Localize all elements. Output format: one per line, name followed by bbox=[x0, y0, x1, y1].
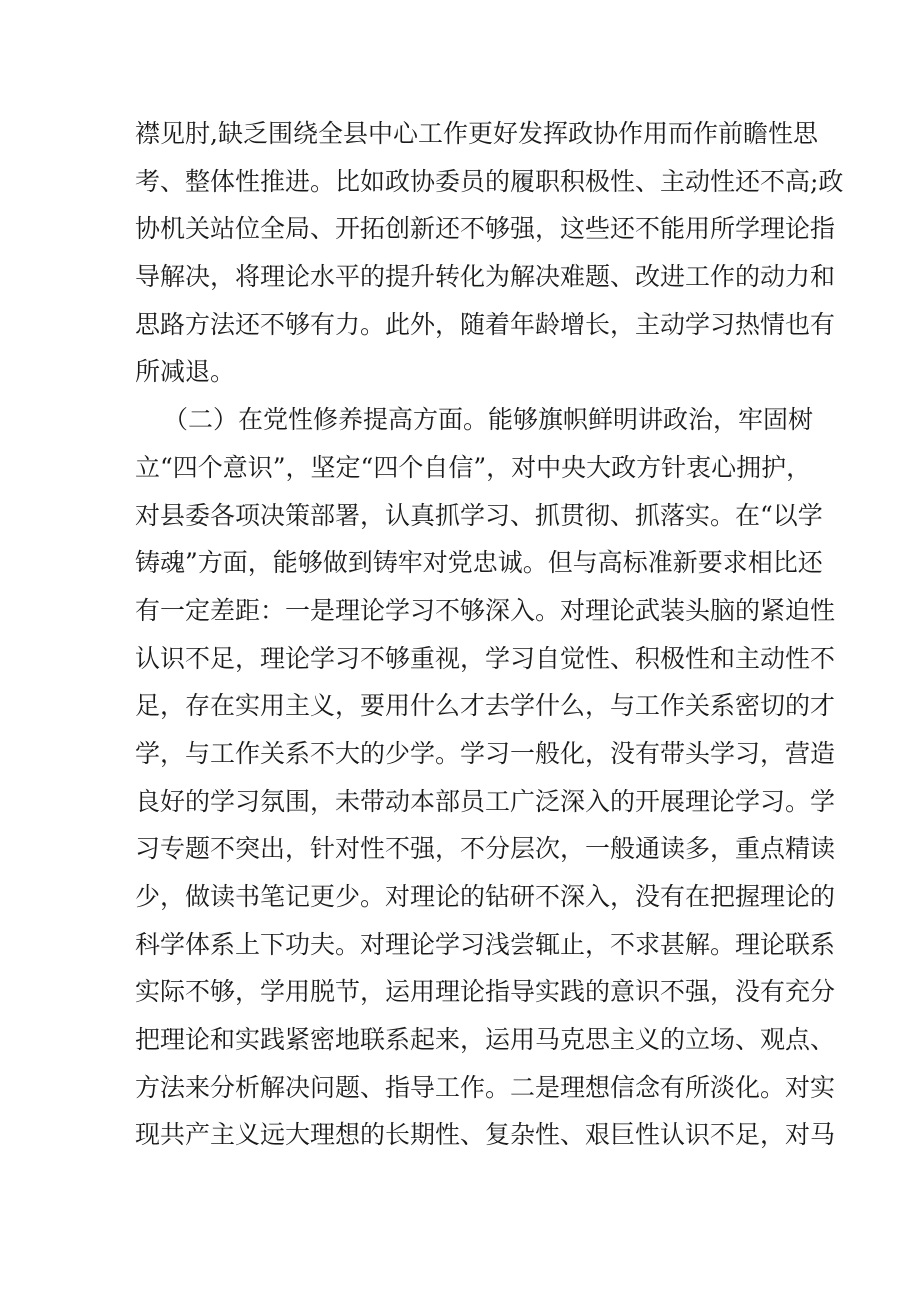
text-line: 方法来分析解决问题、指导工作。二是理想信念有所淡化。对实 bbox=[135, 1072, 836, 1102]
text-line: 现共产主义远大理想的长期性、复杂性、艰巨性认识不足，对马 bbox=[135, 1120, 836, 1150]
text-line: 足，存在实用主义，要用什么才去学什么，与工作关系密切的才 bbox=[135, 691, 836, 721]
text-line: 思路方法还不够有力。此外，随着年龄增长，主动学习热情也有 bbox=[135, 309, 836, 339]
text-line: 有一定差距：一是理论学习不够深入。对理论武装头脑的紧迫性 bbox=[135, 595, 836, 625]
text-line: 习专题不突出，针对性不强，不分层次，一般通读多，重点精读 bbox=[135, 834, 836, 864]
text-line: 协机关站位全局、开拓创新还不够强，这些还不能用所学理论指 bbox=[135, 214, 836, 244]
body-text bbox=[135, 110, 844, 1159]
text-line: 考、整体性推进。比如政协委员的履职积极性、主动性还不高;政 bbox=[135, 166, 844, 196]
text-line: 导解决，将理论水平的提升转化为解决难题、改进工作的动力和 bbox=[135, 262, 836, 292]
text-line: 把理论和实践紧密地联系起来，运用马克思主义的立场、观点、 bbox=[135, 1025, 836, 1055]
text-line: 认识不足，理论学习不够重视，学习自觉性、积极性和主动性不 bbox=[135, 643, 836, 673]
text-line: 对县委各项决策部署，认真抓学习、抓贯彻、抓落实。在“以学 bbox=[135, 500, 823, 530]
text-line: 立“四个意识”，坚定“四个自信”，对中央大政方针衷心拥护， bbox=[135, 452, 812, 482]
text-line: 良好的学习氛围，未带动本部员工广泛深入的开展理论学习。学 bbox=[135, 786, 836, 816]
text-line: 学，与工作关系不大的少学。学习一般化，没有带头学习，营造 bbox=[135, 738, 836, 768]
text-line: 襟见肘,缺乏围绕全县中心工作更好发挥政协作用而作前瞻性思 bbox=[135, 119, 818, 148]
text-line: 实际不够，学用脱节，运用理论指导实践的意识不强，没有充分 bbox=[135, 977, 836, 1007]
text-line: 少，做读书笔记更少。对理论的钻研不深入，没有在把握理论的 bbox=[135, 882, 836, 911]
text-line: 所减退。 bbox=[135, 357, 236, 387]
text-line: 铸魂”方面，能够做到铸牢对党忠诚。但与高标准新要求相比还 bbox=[135, 548, 823, 578]
paragraph-heading-line: （二）在党性修养提高方面。能够旗帜鲜明讲政治，牢固树 bbox=[163, 405, 814, 435]
text-line: 科学体系上下功夫。对理论学习浅尝辄止，不求甚解。理论联系 bbox=[135, 929, 836, 959]
